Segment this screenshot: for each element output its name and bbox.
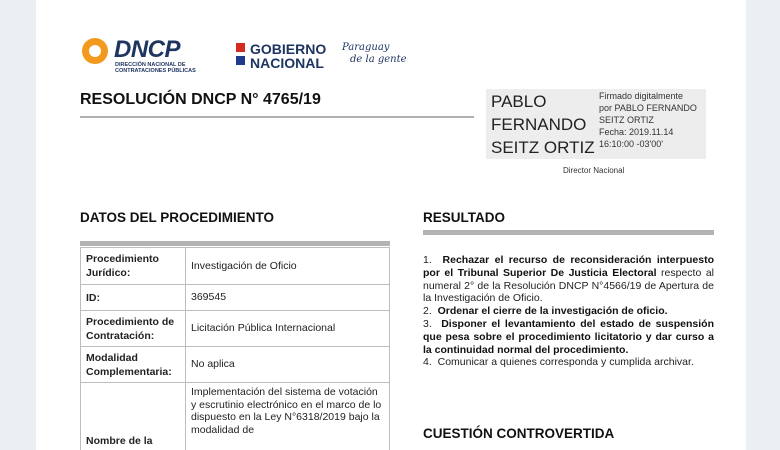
row-label: Nombre de la bbox=[81, 383, 186, 450]
resolution-title: RESOLUCIÓN DNCP N° 4765/19 bbox=[80, 91, 321, 108]
paraguay-de-la-gente-logo: Paraguay de la gente bbox=[342, 42, 407, 65]
cuestion-heading: CUESTIÓN CONTROVERTIDA bbox=[423, 426, 615, 441]
result-item: 4. Comunicar a quienes corresponda y cumplida archivar. bbox=[423, 356, 694, 369]
result-item: 2. Ordenar el cierre de la investigación de oficio. bbox=[423, 305, 668, 318]
datos-table bbox=[80, 247, 390, 450]
result-item: 3. Disponer el levantamiento del estado de suspensión que pesa sobre el procedimiento licitatorio y dar curso a la continuidad normal del procedimiento. bbox=[423, 317, 714, 356]
resultado-list bbox=[423, 254, 714, 369]
table-row bbox=[81, 383, 390, 450]
gobierno-nacional-logo: GOBIERNO NACIONAL bbox=[250, 41, 327, 71]
row-value: 369545 bbox=[186, 285, 390, 311]
resultado-heading: RESULTADO bbox=[423, 210, 505, 225]
table-row bbox=[81, 311, 390, 347]
table-row bbox=[81, 347, 390, 383]
document-page bbox=[36, 0, 746, 450]
row-label: Modalidad Complementaria: bbox=[81, 347, 186, 383]
dncp-logo-text: DNCP bbox=[114, 36, 181, 63]
title-divider bbox=[80, 116, 474, 118]
datos-heading: DATOS DEL PROCEDIMIENTO bbox=[80, 210, 275, 225]
dncp-logo-subtitle: DIRECCIÓN NACIONAL DE CONTRATACIONES PÚBLICAS bbox=[115, 62, 196, 74]
signer-role: Director Nacional bbox=[563, 166, 625, 175]
table-row bbox=[81, 285, 390, 311]
result-item: 1. Rechazar el recurso de reconsideración interpuesto por el Tribunal Superior De Justicia Electoral respecto al numeral 2° de la Resolución DNCP N°4566/19 de Apertura de la Investigación de Oficio. bbox=[423, 254, 714, 305]
resultado-divider bbox=[423, 230, 714, 235]
row-value: No aplica bbox=[186, 347, 390, 383]
row-value: Implementación del sistema de votación y escrutinio electrónico en el marco de lo dispuesto en la Ley N°6318/2019 bajo la modalidad de bbox=[186, 383, 390, 450]
signature-details: Firmado digitalmente por PABLO FERNANDO SEITZ ORTIZ Fecha: 2019.11.14 16:10:00 -03'00' bbox=[599, 91, 697, 149]
paraguay-flag-icon bbox=[236, 43, 245, 65]
table-row bbox=[81, 248, 390, 285]
signer-name: PABLO FERNANDO SEITZ ORTIZ bbox=[491, 92, 595, 157]
row-label: ID: bbox=[81, 285, 186, 311]
datos-divider bbox=[80, 241, 390, 246]
row-value: Investigación de Oficio bbox=[186, 248, 390, 285]
dncp-logo-icon bbox=[82, 38, 108, 64]
row-value: Licitación Pública Internacional bbox=[186, 311, 390, 347]
row-label: Procedimiento Jurídico: bbox=[81, 248, 186, 285]
row-label: Procedimiento de Contratación: bbox=[81, 311, 186, 347]
